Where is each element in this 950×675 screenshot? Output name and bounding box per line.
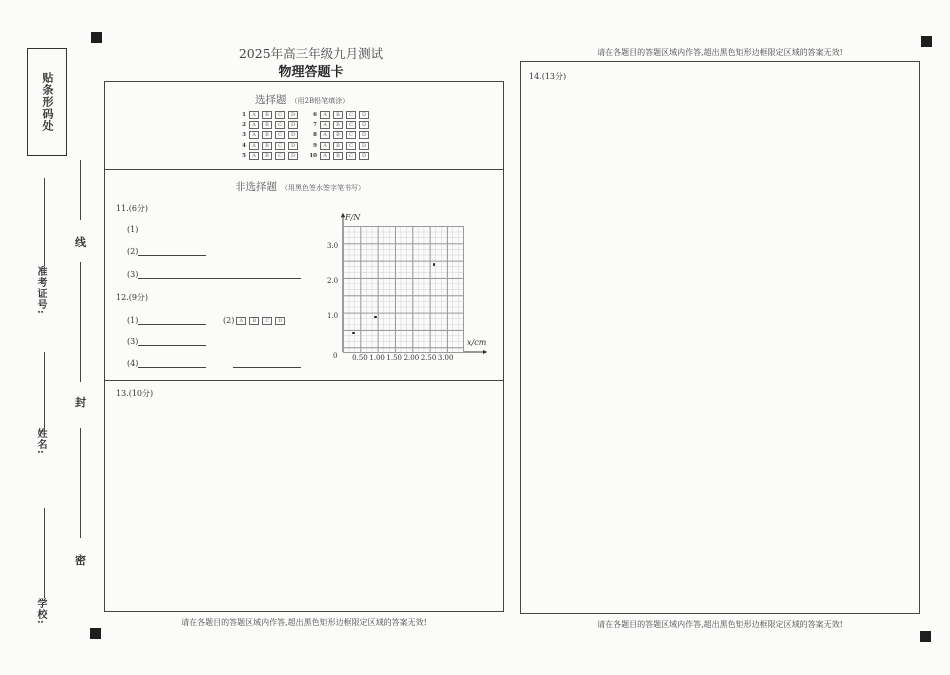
q12-part4	[127, 359, 301, 368]
choice-bubble-2-a[interactable]: A	[249, 121, 259, 129]
choice-number: 5	[242, 152, 246, 159]
choice-number: 9	[313, 142, 317, 149]
q12-choice-bubble-d[interactable]: D	[275, 317, 285, 325]
choice-bubble-8-d[interactable]: D	[359, 131, 369, 139]
choice-row-3	[238, 131, 301, 139]
y-axis-label	[345, 213, 360, 222]
q12-part4-label: (4)	[127, 359, 139, 368]
y-axis-label-text: F/N	[345, 213, 361, 222]
choice-bubble-10-b[interactable]: B	[333, 152, 343, 160]
right-answer-panel[interactable]	[520, 61, 920, 614]
q11-part3-label: (3)	[127, 270, 139, 279]
choice-row-4	[238, 142, 301, 150]
choice-bubble-8-a[interactable]: A	[320, 131, 330, 139]
choice-bubble-4-b[interactable]: B	[262, 142, 272, 150]
data-point	[374, 316, 377, 319]
choice-bubble-10-c[interactable]: C	[346, 152, 356, 160]
choice-section	[105, 82, 503, 170]
choice-bubble-3-b[interactable]: B	[262, 131, 272, 139]
x-tick-label: 2.50	[420, 354, 437, 362]
choice-bubble-9-d[interactable]: D	[359, 142, 369, 150]
choice-bubble-6-a[interactable]: A	[320, 111, 330, 119]
q12-part2-label: (2)	[223, 316, 235, 325]
choice-title-note: （用2B铅笔填涂）	[290, 97, 350, 105]
choice-bubble-4-d[interactable]: D	[288, 142, 298, 150]
choice-bubble-2-b[interactable]: B	[262, 121, 272, 129]
x-axis-label-text: x/cm	[467, 338, 487, 347]
right-footer-notice: 请在各题目的答题区域内作答,超出黑色矩形边框限定区域的答案无效!	[597, 620, 843, 629]
choice-row-8	[309, 131, 372, 139]
q12-part4-blank2[interactable]	[233, 367, 301, 368]
binding-char-xian: 线	[75, 236, 86, 249]
nonchoice-section-title	[235, 179, 365, 194]
binding-line-segment	[80, 160, 81, 220]
left-answer-panel	[104, 81, 504, 612]
name-field[interactable]	[44, 352, 45, 428]
origin-label: 0	[333, 352, 338, 360]
choice-bubble-1-c[interactable]: C	[275, 111, 285, 119]
choice-row-2	[238, 121, 301, 129]
registration-mark-bottom-right	[920, 631, 931, 642]
f-x-graph	[325, 210, 495, 370]
choice-bubble-7-d[interactable]: D	[359, 121, 369, 129]
q12-part1-blank[interactable]	[138, 324, 206, 325]
exam-number-field[interactable]	[44, 178, 45, 266]
choice-bubble-2-c[interactable]: C	[275, 121, 285, 129]
q11-part1	[127, 225, 138, 234]
q12-part3-blank[interactable]	[138, 345, 206, 346]
q13-label: 13.(10分)	[116, 389, 154, 398]
choice-number: 1	[242, 112, 246, 118]
choice-row-9	[309, 142, 372, 150]
choice-number: 3	[242, 132, 246, 139]
choice-number: 2	[242, 122, 246, 129]
choice-bubble-1-b[interactable]: B	[262, 111, 272, 119]
school-label: 学校:	[35, 598, 46, 625]
binding-char-feng: 封	[75, 396, 86, 409]
choice-bubble-3-d[interactable]: D	[288, 131, 298, 139]
barcode-area	[27, 48, 67, 156]
exam-number-label: 准考证号:	[35, 266, 46, 315]
registration-mark-top-left	[91, 32, 102, 43]
registration-mark-bottom-left	[90, 628, 101, 639]
choice-bubble-3-a[interactable]: A	[249, 131, 259, 139]
q12-part4-blank[interactable]	[138, 367, 206, 368]
choice-bubble-8-c[interactable]: C	[346, 131, 356, 139]
choice-row-1	[238, 111, 301, 119]
choice-bubble-1-a[interactable]: A	[249, 111, 259, 119]
choice-number: 7	[313, 122, 317, 129]
choice-bubble-9-a[interactable]: A	[320, 142, 330, 150]
q14-label: 14.(13分)	[529, 72, 567, 81]
nonchoice-title-note: （用黑色签水签字笔书写）	[281, 184, 365, 192]
choice-bubble-6-c[interactable]: C	[346, 111, 356, 119]
y-tick-label: 3.0	[327, 242, 339, 250]
choice-number: 6	[313, 112, 317, 118]
x-tick-label: 3.00	[437, 354, 454, 362]
name-label: 姓名:	[35, 428, 46, 455]
data-point	[433, 263, 436, 266]
graph-grid	[343, 226, 464, 353]
right-top-notice: 请在各题目的答题区域内作答,超出黑色矩形边框限定区域的答案无效!	[597, 48, 843, 57]
choice-bubble-5-b[interactable]: B	[262, 152, 272, 160]
choice-bubble-9-b[interactable]: B	[333, 142, 343, 150]
choice-title-text: 选择题	[255, 94, 287, 106]
choice-bubble-1-d[interactable]: D	[288, 111, 298, 119]
q11-part2-label: (2)	[127, 247, 139, 256]
q12-part3-label: (3)	[127, 337, 139, 346]
left-footer-notice: 请在各题目的答题区域内作答,超出黑色矩形边框限定区域的答案无效!	[181, 618, 427, 627]
q11-part3-blank[interactable]	[138, 278, 301, 279]
y-tick-label: 2.0	[327, 277, 339, 285]
nonchoice-section	[105, 170, 503, 381]
q12-part1	[127, 316, 206, 325]
choice-row-5	[238, 152, 301, 160]
choice-section-title	[255, 92, 349, 107]
binding-line-segment	[80, 428, 81, 538]
choice-row-10	[309, 152, 372, 160]
q12-part1-label: (1)	[127, 316, 139, 325]
data-point	[352, 332, 355, 335]
q12-part3	[127, 337, 206, 346]
choice-bubble-2-d[interactable]: D	[288, 121, 298, 129]
q11-part2	[127, 247, 206, 256]
choice-bubble-7-a[interactable]: A	[320, 121, 330, 129]
binding-line-segment	[80, 262, 81, 382]
q13-answer-area[interactable]	[105, 382, 503, 610]
choice-bubble-5-c[interactable]: C	[275, 152, 285, 160]
choice-bubble-6-b[interactable]: B	[333, 111, 343, 119]
q12-choice-bubble-b[interactable]: B	[249, 317, 259, 325]
y-tick-label: 1.0	[327, 312, 339, 320]
q12-part2	[223, 316, 288, 325]
choice-bubble-10-a[interactable]: A	[320, 152, 330, 160]
choice-number: 8	[313, 132, 317, 139]
barcode-area-label: 贴条形码处	[41, 72, 54, 132]
nonchoice-title-text: 非选择题	[235, 181, 277, 193]
x-tick-label: 1.50	[386, 354, 403, 362]
x-tick-label: 2.00	[403, 354, 420, 362]
choice-bubble-10-d[interactable]: D	[359, 152, 369, 160]
choice-bubble-4-c[interactable]: C	[275, 142, 285, 150]
q11-part1-label: (1)	[127, 225, 139, 234]
choice-bubble-4-a[interactable]: A	[249, 142, 259, 150]
q11-part3	[127, 270, 301, 279]
choice-number: 4	[242, 142, 246, 149]
q12-choice-bubble-c[interactable]: C	[262, 317, 272, 325]
binding-char-mi: 密	[75, 554, 86, 567]
x-tick-label: 0.50	[352, 354, 368, 362]
choice-bubble-5-a[interactable]: A	[249, 152, 259, 160]
school-field[interactable]	[44, 508, 45, 598]
choice-bubble-5-d[interactable]: D	[288, 152, 298, 160]
choice-bubble-3-c[interactable]: C	[275, 131, 285, 139]
q11-label: 11.(6分)	[116, 204, 149, 213]
q11-part2-blank[interactable]	[138, 255, 206, 256]
exam-title: 2025年高三年级九月测试	[238, 46, 384, 61]
choice-bubble-7-b[interactable]: B	[333, 121, 343, 129]
answer-sheet-title: 物理答题卡	[278, 65, 344, 80]
choice-number: 10	[309, 152, 317, 159]
q12-choice-bubble-a[interactable]: A	[236, 317, 246, 325]
registration-mark-top-right	[921, 36, 932, 47]
choice-row-6	[309, 111, 372, 119]
x-axis-label	[467, 338, 486, 347]
choice-bubble-6-d[interactable]: D	[359, 111, 369, 119]
choice-row-7	[309, 121, 372, 129]
q12-label: 12.(9分)	[116, 293, 149, 302]
x-tick-label: 1.00	[369, 354, 385, 362]
q12-part2-choices	[236, 317, 288, 325]
choice-bubble-9-c[interactable]: C	[346, 142, 356, 150]
choice-bubble-7-c[interactable]: C	[346, 121, 356, 129]
choice-bubble-8-b[interactable]: B	[333, 131, 343, 139]
